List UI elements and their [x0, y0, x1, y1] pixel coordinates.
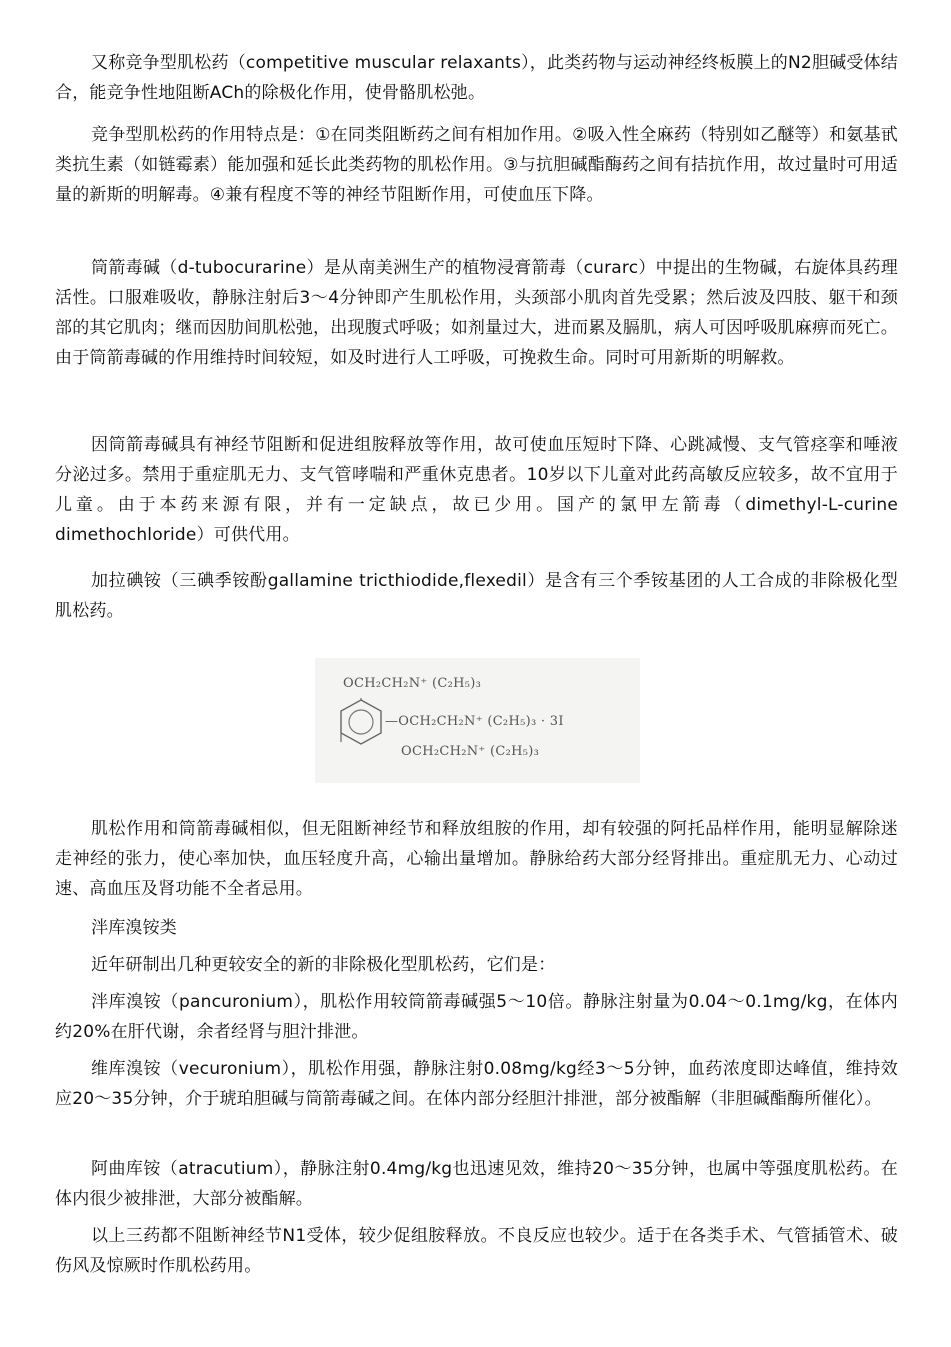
- section-heading-pancuronium-class: 泮库溴铵类: [91, 918, 177, 938]
- structure-line-2: —OCH₂CH₂N⁺ (C₂H₅)₃ · 3I: [385, 714, 564, 729]
- paragraph-gallamine-effects: 肌松作用和筒箭毒碱相似，但无阻断神经节和释放组胺的作用，却有较强的阿托品样作用，能明显解除迷走神经的张力，使心率加快，血压轻度升高，心输出量增加。静脉给药大部分经肾排出。重症肌无力、心动过速、高血压及肾功能不全者忌用。: [55, 819, 898, 899]
- benzene-ring-icon: [337, 698, 385, 746]
- paragraph-new-agents-intro: 近年研制出几种更较安全的新的非除极化型肌松药，它们是：: [91, 955, 556, 975]
- paragraph-vecuronium: 维库溴铵（vecuronium），肌松作用强，静脉注射0.08mg/kg经3～5分钟，血药浓度即达峰值，维持效应20～35分钟，介于琥珀胆碱与筒箭毒碱之间。在体内部分经胆汁排泄，部分被酯解（非胆碱酯酶所催化）。: [55, 1059, 898, 1109]
- paragraph-tubocurarine: 筒箭毒碱（d-tubocurarine）是从南美洲生产的植物浸膏箭毒（curarc）中提出的生物碱，右旋体具药理活性。口服难吸收，静脉注射后3～4分钟即产生肌松作用，头颈部小肌肉首先受累；然后波及四肢、躯干和颈部的其它肌肉；继而因肋间肌松弛，出现腹式呼吸；如剂量过大，进而累及膈肌，病人可因呼吸肌麻痹而死亡。由于筒箭毒碱的作用维持时间较短，如及时进行人工呼吸，可挽救生命。同时可用新斯的明解救。: [55, 258, 898, 368]
- paragraph-pancuronium: 泮库溴铵（pancuronium），肌松作用较筒箭毒碱强5～10倍。静脉注射量为0.04～0.1mg/kg，在体内约20%在肝代谢，余者经肾与胆汁排泄。: [55, 992, 898, 1042]
- paragraph-features: 竞争型肌松药的作用特点是：①在同类阻断药之间有相加作用。②吸入性全麻药（特别如乙醚等）和氨基甙类抗生素（如链霉素）能加强和延长此类药物的肌松作用。③与抗胆碱酯酶药之间有拮抗作用，故过量时可用适量的新斯的明解毒。④兼有程度不等的神经节阻断作用，可使血压下降。: [55, 125, 898, 205]
- paragraph-atracurium: 阿曲库铵（atracutium），静脉注射0.4mg/kg也迅速见效，维持20～35分钟，也属中等强度肌松药。在体内很少被排泄，大部分被酯解。: [55, 1159, 898, 1209]
- gallamine-structure-figure: [315, 658, 640, 783]
- structure-line-3: OCH₂CH₂N⁺ (C₂H₅)₃: [401, 744, 540, 759]
- paragraph-competitive-relaxants: 又称竞争型肌松药（competitive muscular relaxants），此类药物与运动神经终板膜上的N2胆碱受体结合，能竞争性地阻断ACh的除极化作用，使骨骼肌松弛。: [55, 53, 898, 103]
- paragraph-gallamine: 加拉碘铵（三碘季铵酚gallamine tricthiodide,flexedil）是含有三个季铵基团的人工合成的非除极化型肌松药。: [55, 571, 898, 621]
- paragraph-summary: 以上三药都不阻断神经节N1受体，较少促组胺释放。不良反应也较少。适于在各类手术、气管插管术、破伤风及惊厥时作肌松药用。: [55, 1226, 898, 1276]
- structure-line-1: OCH₂CH₂N⁺ (C₂H₅)₃: [343, 676, 482, 691]
- paragraph-tubocurarine-effects: 因筒箭毒碱具有神经节阻断和促进组胺释放等作用，故可使血压短时下降、心跳减慢、支气管痉挛和唾液分泌过多。禁用于重症肌无力、支气管哮喘和严重休克患者。10岁以下儿童对此药高敏反应较多，故不宜用于儿童。由于本药来源有限，并有一定缺点，故已少用。国产的氯甲左箭毒（dimethyl-L-curine dimethochloride）可供代用。: [55, 435, 898, 545]
